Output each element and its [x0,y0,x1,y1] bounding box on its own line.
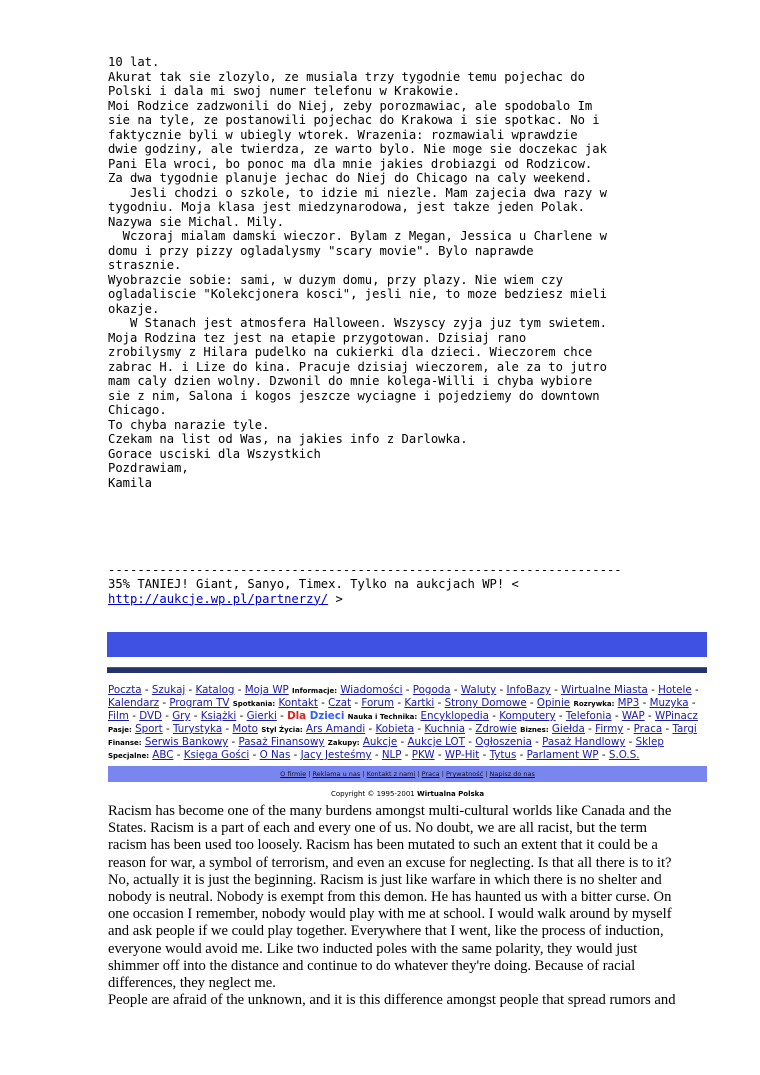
ad-text: 35% TANIEJ! Giant, Sanyo, Timex. Tylko na aukcjach WP! < [108,577,519,591]
portal-link[interactable]: Turystyka [172,723,223,735]
essay-text [108,803,712,1009]
ad-separator: ---------------------------------------------------------------------- [108,562,622,577]
letter-line: sie na tyle, ze postanowili pojechac do Krakowa i sie spotkac. No i [108,113,600,127]
portal-links [108,684,708,762]
portal-category-label: Specjalne: [108,752,150,760]
letter-line: ogladaliscie "Kolekcjonera kosci", jesli nie, to moze bedziesz mieli [108,287,607,301]
portal-link[interactable]: Hotele [658,684,692,696]
letter-line: Polski i dala mi swoj numer telefonu w Krakowie. [108,84,461,98]
letter-line: Pozdrawiam, [108,461,189,475]
portal-link[interactable]: Gierki [246,710,277,722]
dla-dzieci-text-1: Dla [287,710,310,722]
portal-link[interactable]: Czat [328,697,352,709]
portal-link[interactable]: Opinie [536,697,571,709]
portal-category-label: Biznes: [520,726,549,734]
portal-link[interactable]: Gry [172,710,191,722]
letter-line: Wczoraj mialam damski wieczor. Bylam z Megan, Jessica u Charlene w [108,229,607,243]
letter-line: faktycznie byli w ubiegly wtorek. Wrazenia: rozmawiali wprawdzie [108,127,578,142]
essay-line: Racism has become one of the many burdens amongst multi-cultural worlds like Canada and the [108,803,672,819]
portal-link[interactable]: Serwis Bankowy [144,736,229,748]
letter-line: Moja Rodzina tez jest na etapie przygotowan. Dzisiaj rano [108,330,527,345]
portal-category-label: Styl Życia: [261,726,303,734]
portal-link[interactable]: Wiadomości [340,684,403,696]
footer-link[interactable]: Praca [421,770,440,778]
letter-line: Za dwa tygodnie planuje jechac do Niej do Chicago na caly weekend. [108,171,593,185]
portal-link[interactable]: MP3 [617,697,640,709]
portal-link[interactable]: Praca [633,723,663,735]
dla-dzieci-text-2: Dzieci [309,710,345,722]
portal-link[interactable]: Firmy [595,723,624,735]
portal-link[interactable]: Targi [672,723,697,735]
portal-link[interactable]: Książki [200,710,237,722]
letter-line: Moi Rodzice zadzwonili do Niej, zeby porozmawiac, ale spodobalo Im [108,98,593,113]
ad-close: > [328,591,343,606]
letter-line: strasznie. [108,258,182,272]
copyright-text: Copyright © 1995-2001 [330,790,417,798]
portal-link[interactable]: Muzyka [649,697,689,709]
portal-link[interactable]: Strony Domowe [444,697,527,709]
essay-line: everyone would avoid me. Like two inducted poles with the same polarity, they would just [108,940,638,957]
letter-line: Akurat tak sie zlozylo, ze musiala trzy tygodnie temu pojechac do [108,69,585,84]
letter-line: Wyobrazcie sobie: sami, w duzym domu, przy plazy. Nie wiem czy [108,272,563,287]
portal-category-label: Pasje: [108,726,132,734]
portal-link[interactable]: PKW [411,749,435,761]
portal-link[interactable]: Giełda [551,723,585,735]
portal-link[interactable]: Encyklopedia [420,710,489,722]
letter-line: Nazywa sie Michal. Mily. [108,214,285,229]
portal-category-label: Rozrywka: [573,700,615,708]
portal-link[interactable]: O Nas [259,749,291,761]
portal-links-row: Specjalne: ABC - Księga Gości - O Nas - Jacy Jesteśmy - NLP - PKW - WP-Hit - Tytus - Parlament WP - S.O.S. [108,749,640,761]
portal-link[interactable]: Jacy Jesteśmy [300,749,372,761]
essay-line: reason for war, a symbol of terrorism, and even an excuse for neglecting. Is that all there is to it? [108,854,672,871]
letter-line: tygodniu. Moja klasa jest miedzynarodowa, jest takze jeden Polak. [108,200,585,214]
portal-link[interactable]: Aukcje [362,736,398,748]
essay-line: shimmer off into the distance and continue to do whatever they're doing. Because of racial [108,957,636,974]
copyright-brand: Wirtualna Polska [416,790,485,798]
essay-line: No, actually it is just the beginning. Racism is just like warfare in which there is no shelter and [108,871,662,888]
portal-link[interactable]: Parlament WP [526,749,599,761]
portal-links-row: Finanse: Serwis Bankowy - Pasaż Finansowy Zakupy: Aukcje - Aukcje LOT - Ogłoszenia - Pasaż Handlowy - Sklep [108,736,664,748]
portal-link[interactable]: Film [108,710,129,722]
portal-divider-bar [107,667,707,673]
portal-links-row: Film - DVD - Gry - Książki - Gierki - Dla Dzieci Nauka i Technika: Encyklopedia - Komputery - Telefonia - WAP - WPinacz [108,710,698,722]
footer-link[interactable]: Napisz do nas [489,770,535,778]
portal-link[interactable]: DVD [139,710,162,722]
portal-link[interactable]: Forum [361,697,395,709]
portal-link[interactable]: Poczta [108,684,142,696]
letter-line: Gorace usciski dla Wszystkich [108,446,321,461]
essay-line: racism has been used too loosely. Racism has been mutated to such an extent that it could be a [108,837,658,854]
letter-line: zabrac H. i Lize do kina. Pracuje dzisiaj wieczorem, ale za to jutro [108,359,607,374]
portal-banner-bar [107,632,707,657]
portal-link[interactable]: WAP [621,710,645,722]
portal-link[interactable]: Sklep [635,736,664,748]
portal-category-label: Zakupy: [327,739,360,747]
portal-link[interactable]: Szukaj [151,684,186,696]
portal-link[interactable]: Ogłoszenia [475,736,532,748]
portal-link[interactable]: Telefonia [565,710,612,722]
ad-block [108,548,688,606]
portal-link[interactable]: Pasaż Handlowy [542,736,626,748]
letter-line: 10 lat. [108,55,160,69]
portal-link[interactable]: InfoBazy [506,684,551,696]
portal-link[interactable]: NLP [381,749,402,761]
portal-link[interactable]: Tytus [489,749,517,761]
portal-link[interactable]: Pasaż Finansowy [238,736,325,748]
letter-line: Pani Ela wroci, bo ponoc ma dla mnie jakies drobiazgi od Rodzicow. [108,156,593,171]
portal-links-row: Kalendarz - Program TV Spotkania: Kontakt - Czat - Forum - Kartki - Strony Domowe - Opinie Rozrywka: MP3 - Muzyka - [108,697,696,709]
letter-line: Jesli chodzi o szkole, to idzie mi niezle. Mam zajecia dwa razy w [108,185,607,200]
footer-link[interactable]: O firmie [280,770,307,778]
portal-link[interactable]: Ars Amandi [306,723,366,735]
letter-line: Chicago. [108,403,167,417]
portal-category-label: Finanse: [108,739,142,747]
footer-link[interactable]: Kontakt z nami [366,770,416,778]
portal-category-label: Informacje: [292,687,338,695]
portal-link[interactable]: WPinacz [654,710,698,722]
portal-link[interactable]: WP-Hit [444,749,480,761]
portal-link[interactable]: Sport [135,723,163,735]
portal-link[interactable]: Zdrowie [475,723,517,735]
portal-link[interactable]: Kobieta [375,723,415,735]
letter-line: zrobilysmy z Hilara pudelko na cukierki dla dzieci. Wieczorem chce [108,345,593,359]
letter-line: W Stanach jest atmosfera Halloween. Wszyscy zyja juz tym swietem. [108,316,607,330]
essay-line: one occasion I remember, nobody would play with me at school. I would walk around by myself [108,906,672,923]
essay-line: and ask people if we could play together. Everywhere that I went, like the process of induction, [108,923,664,940]
portal-link[interactable]: Komputery [499,710,556,722]
copyright [108,790,707,798]
letter-text [108,55,668,490]
letter-line: Kamila [108,475,153,490]
portal-link[interactable]: ABC [152,749,174,761]
portal-link[interactable]: Katalog [195,684,235,696]
ad-link[interactable]: http://aukcje.wp.pl/partnerzy/ [108,591,329,606]
letter-line: domu i przy pizzy ogladalysmy "scary movie". Bylo naprawde [108,243,534,258]
portal-link[interactable]: Wirtualne Miasta [561,684,648,696]
portal-link[interactable]: Pogoda [412,684,451,696]
portal-link[interactable]: S.O.S. [608,749,640,761]
portal-link[interactable]: Waluty [460,684,497,696]
footer-link[interactable]: Prywatność [445,770,484,778]
footer-link-bar: O firmie | Reklama u nas | Kontakt z nami | Praca | Prywatność | Napisz do nas [108,766,707,782]
essay-line: States. Racism is a part of each and every one of us. No doubt, we are all racist, but the term [108,820,647,837]
portal-link[interactable]: Kartki [404,697,435,709]
essay-line: People are afraid of the unknown, and it is this difference amongst people that spread rumors and [108,992,676,1009]
portal-links-row: Poczta - Szukaj - Katalog - Moja WP Informacje: Wiadomości - Pogoda - Waluty - InfoBazy - Wirtualne Miasta - Hotele - [108,684,699,696]
footer-link[interactable]: Reklama u nas [312,770,361,778]
dla-dzieci-link[interactable] [287,710,344,722]
essay-line: differences, they neglect me. [108,975,276,992]
letter-line: dwie godziny, ale twierdza, ze warto bylo. Nie moge sie doczekac jak [108,142,607,156]
portal-link[interactable]: Moja WP [244,684,289,696]
portal-link[interactable]: Księga Gości [183,749,250,761]
letter-line: okazje. [108,301,160,316]
letter-line: To chyba narazie tyle. [108,417,270,432]
portal-category-label: Nauka i Technika: [347,713,418,721]
letter-line: sie z nim, Salona i kogos jeszcze wyciagne i pojedziemy do downtown [108,388,600,403]
portal-links-row: Pasje: Sport - Turystyka - Moto Styl Życia: Ars Amandi - Kobieta - Kuchnia - Zdrowie Biznes: Giełda - Firmy - Praca - Targi [108,723,697,735]
portal-link[interactable]: Kuchnia [424,723,466,735]
portal-category-label: Spotkania: [232,700,276,708]
portal-link[interactable]: Moto [232,723,258,735]
letter-line: mam caly dzien wolny. Dzwonil do mnie kolega-Willi i chyba wybiore [108,374,593,388]
portal-link[interactable]: Kontakt [278,697,318,709]
letter-line: Czekam na list od Was, na jakies info z Darlowka. [108,432,468,446]
essay-line: nobody is neutral. Nobody is exempt from this demon. He has haunted us with a bitter curse. On [108,889,672,906]
portal-link[interactable]: Aukcje LOT [407,736,465,748]
portal-link[interactable]: Program TV [169,697,230,709]
portal-link[interactable]: Kalendarz [108,697,160,709]
